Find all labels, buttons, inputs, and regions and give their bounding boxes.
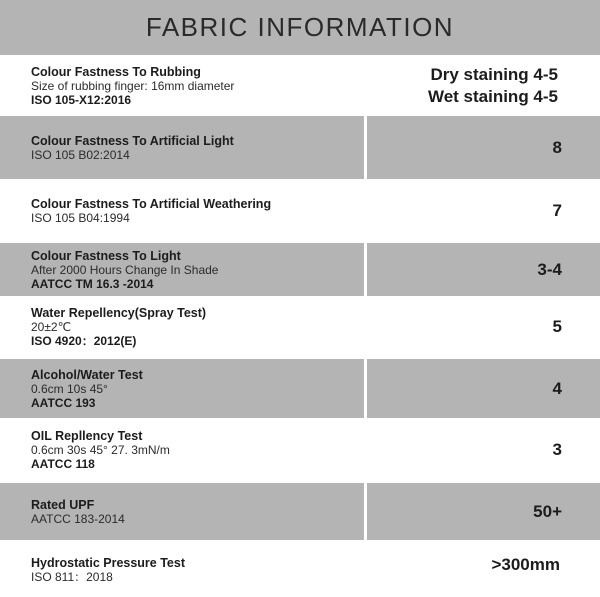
row-artificial-weathering	[0, 181, 600, 241]
test-name: Alcohol/Water Test	[31, 367, 143, 382]
row-light	[0, 243, 600, 296]
test-value: Wet staining 4-5	[427, 86, 558, 106]
row-rated-upf	[0, 483, 600, 540]
test-detail: After 2000 Hours Change In Shade	[31, 262, 219, 277]
test-value: 8	[552, 137, 562, 157]
row-water-repellency	[0, 298, 600, 356]
row-rubbing	[0, 57, 600, 114]
test-name: Water Repellency(Spray Test)	[31, 306, 207, 320]
test-standard: AATCC 193	[31, 395, 96, 410]
test-name: Colour Fastness To Artificial Weathering	[31, 197, 272, 211]
test-value: Dry staining 4-5	[430, 64, 558, 84]
test-detail: Size of rubbing finger: 16mm diameter	[31, 78, 235, 93]
test-detail: 20±2℃	[31, 320, 72, 334]
test-standard: ISO 811：2018	[31, 569, 113, 584]
row-alcohol-water	[0, 359, 600, 418]
test-value: 7	[552, 201, 562, 220]
test-value: 4	[552, 378, 562, 398]
test-value: 50+	[533, 501, 562, 521]
test-name: Colour Fastness To Light	[31, 248, 181, 263]
test-standard: ISO 4920：2012(E)	[31, 334, 137, 348]
test-value: 3-4	[537, 259, 562, 279]
row-artificial-light	[0, 116, 600, 179]
test-name: OIL Repllency Test	[31, 429, 143, 443]
page-title: FABRIC INFORMATION	[145, 12, 455, 42]
test-name: Hydrostatic Pressure Test	[31, 555, 185, 570]
test-standard: AATCC 118	[31, 457, 95, 471]
test-name: Colour Fastness To Rubbing	[31, 64, 201, 79]
test-standard: ISO 105-X12:2016	[31, 92, 132, 107]
test-value: >300mm	[491, 555, 560, 574]
column-divider	[364, 483, 367, 540]
test-standard: ISO 105 B02:2014	[31, 147, 130, 162]
test-value: 5	[552, 317, 562, 336]
row-hydrostatic-pressure	[0, 542, 600, 597]
column-divider	[364, 359, 367, 418]
test-name: Rated UPF	[31, 497, 95, 512]
column-divider	[364, 116, 367, 179]
test-detail: 0.6cm 30s 45° 27. 3mN/m	[31, 443, 170, 457]
test-standard: ISO 105 B04:1994	[31, 211, 130, 225]
column-divider	[364, 243, 367, 296]
test-value: 3	[552, 440, 562, 459]
test-detail: 0.6cm 10s 45°	[31, 381, 108, 396]
row-oil-repellency	[0, 420, 600, 480]
test-standard: AATCC 183-2014	[31, 511, 125, 526]
header-bar	[0, 0, 600, 55]
test-name: Colour Fastness To Artificial Light	[31, 133, 234, 148]
test-standard: AATCC TM 16.3 -2014	[31, 276, 154, 291]
